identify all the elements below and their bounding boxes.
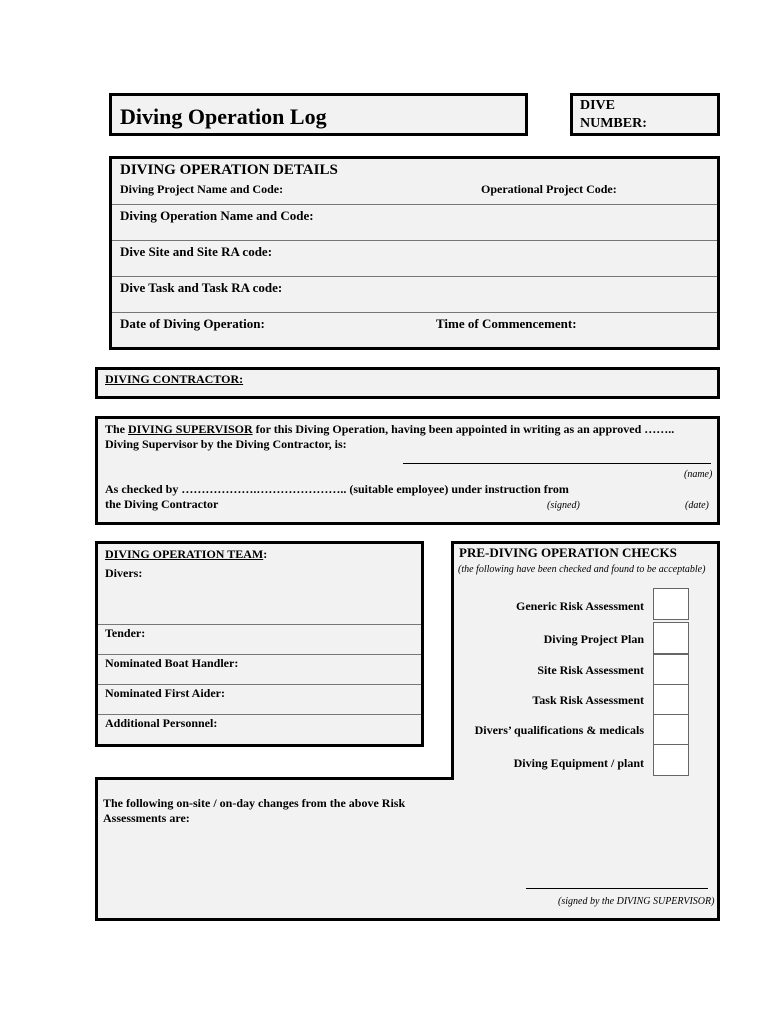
supervisor-prefix: The bbox=[105, 422, 129, 436]
title-box bbox=[109, 93, 528, 136]
signed-caption: (signed) bbox=[547, 500, 580, 511]
tender-field[interactable]: Tender: bbox=[105, 626, 146, 640]
team-heading bbox=[105, 547, 267, 562]
details-divider bbox=[112, 276, 717, 277]
page-title: Diving Operation Log bbox=[120, 104, 327, 129]
team-divider bbox=[98, 684, 421, 685]
changes-line-1: The following on-site / on-day changes from the above Risk bbox=[103, 796, 406, 810]
first-aider-field[interactable]: Nominated First Aider: bbox=[105, 686, 225, 700]
checkbox-equipment[interactable] bbox=[653, 744, 689, 776]
project-name-field[interactable]: Diving Project Name and Code: bbox=[120, 182, 284, 196]
changes-signed-caption: (signed by the DIVING SUPERVISOR) bbox=[558, 896, 715, 907]
supervisor-line-1-rest: for this Diving Operation, having been appointed in writing as an approved …….. bbox=[252, 422, 675, 436]
boat-handler-field[interactable]: Nominated Boat Handler: bbox=[105, 656, 239, 670]
checkbox-task-risk[interactable] bbox=[653, 684, 689, 716]
supervisor-line-2: Diving Supervisor by the Diving Contractor, is: bbox=[105, 437, 347, 451]
dive-number-label-1: DIVE bbox=[580, 98, 616, 113]
team-divider bbox=[98, 714, 421, 715]
team-heading-colon: : bbox=[263, 547, 268, 561]
contractor-line: the Diving Contractor bbox=[105, 497, 219, 511]
operation-details-section bbox=[109, 156, 720, 350]
team-section bbox=[95, 541, 424, 747]
team-divider bbox=[98, 624, 421, 625]
supervisor-line-1 bbox=[105, 422, 674, 437]
supervisor-role: DIVING SUPERVISOR bbox=[128, 422, 253, 436]
date-field[interactable]: Date of Diving Operation: bbox=[120, 316, 265, 331]
check-label-equipment: Diving Equipment / plant bbox=[513, 756, 644, 770]
details-divider bbox=[112, 240, 717, 241]
check-label-qualifications: Divers’ qualifications & medicals bbox=[474, 723, 644, 737]
additional-personnel-field[interactable]: Additional Personnel: bbox=[105, 716, 218, 730]
details-divider bbox=[112, 312, 717, 313]
time-field[interactable]: Time of Commencement: bbox=[436, 316, 577, 331]
name-caption: (name) bbox=[684, 469, 713, 480]
team-heading-text: DIVING OPERATION TEAM bbox=[105, 547, 264, 561]
check-label-site-risk: Site Risk Assessment bbox=[537, 663, 644, 677]
team-divider bbox=[98, 654, 421, 655]
contractor-section[interactable] bbox=[95, 367, 720, 399]
changes-signature-line[interactable] bbox=[526, 888, 708, 889]
checked-by-line[interactable]: As checked by ……………….………………….. (suitable employee) under instruction from bbox=[105, 482, 569, 496]
divers-field[interactable]: Divers: bbox=[105, 566, 143, 580]
dive-number-box[interactable] bbox=[570, 93, 720, 136]
supervisor-name-line[interactable] bbox=[403, 463, 711, 464]
details-heading: DIVING OPERATION DETAILS bbox=[120, 162, 338, 178]
check-label-project-plan: Diving Project Plan bbox=[543, 632, 644, 646]
checks-subheading: (the following have been checked and found to be acceptable) bbox=[458, 564, 706, 575]
checkbox-project-plan[interactable] bbox=[653, 622, 689, 654]
checks-heading: PRE-DIVING OPERATION CHECKS bbox=[459, 545, 677, 560]
checkbox-qualifications[interactable] bbox=[653, 714, 689, 746]
date-caption: (date) bbox=[685, 500, 709, 511]
details-divider bbox=[112, 204, 717, 205]
dive-task-field[interactable]: Dive Task and Task RA code: bbox=[120, 280, 283, 295]
checkbox-site-risk[interactable] bbox=[653, 654, 689, 686]
operational-code-field[interactable]: Operational Project Code: bbox=[481, 182, 617, 196]
supervisor-section bbox=[95, 416, 720, 525]
dive-site-field[interactable]: Dive Site and Site RA code: bbox=[120, 244, 273, 259]
operation-name-field[interactable]: Diving Operation Name and Code: bbox=[120, 208, 314, 223]
check-label-task-risk: Task Risk Assessment bbox=[532, 693, 644, 707]
check-label-generic-risk: Generic Risk Assessment bbox=[516, 599, 644, 613]
contractor-label: DIVING CONTRACTOR: bbox=[105, 372, 244, 386]
checkbox-generic-risk[interactable] bbox=[653, 588, 689, 620]
dive-number-label-2: NUMBER: bbox=[580, 116, 647, 131]
changes-line-2: Assessments are: bbox=[103, 811, 190, 825]
